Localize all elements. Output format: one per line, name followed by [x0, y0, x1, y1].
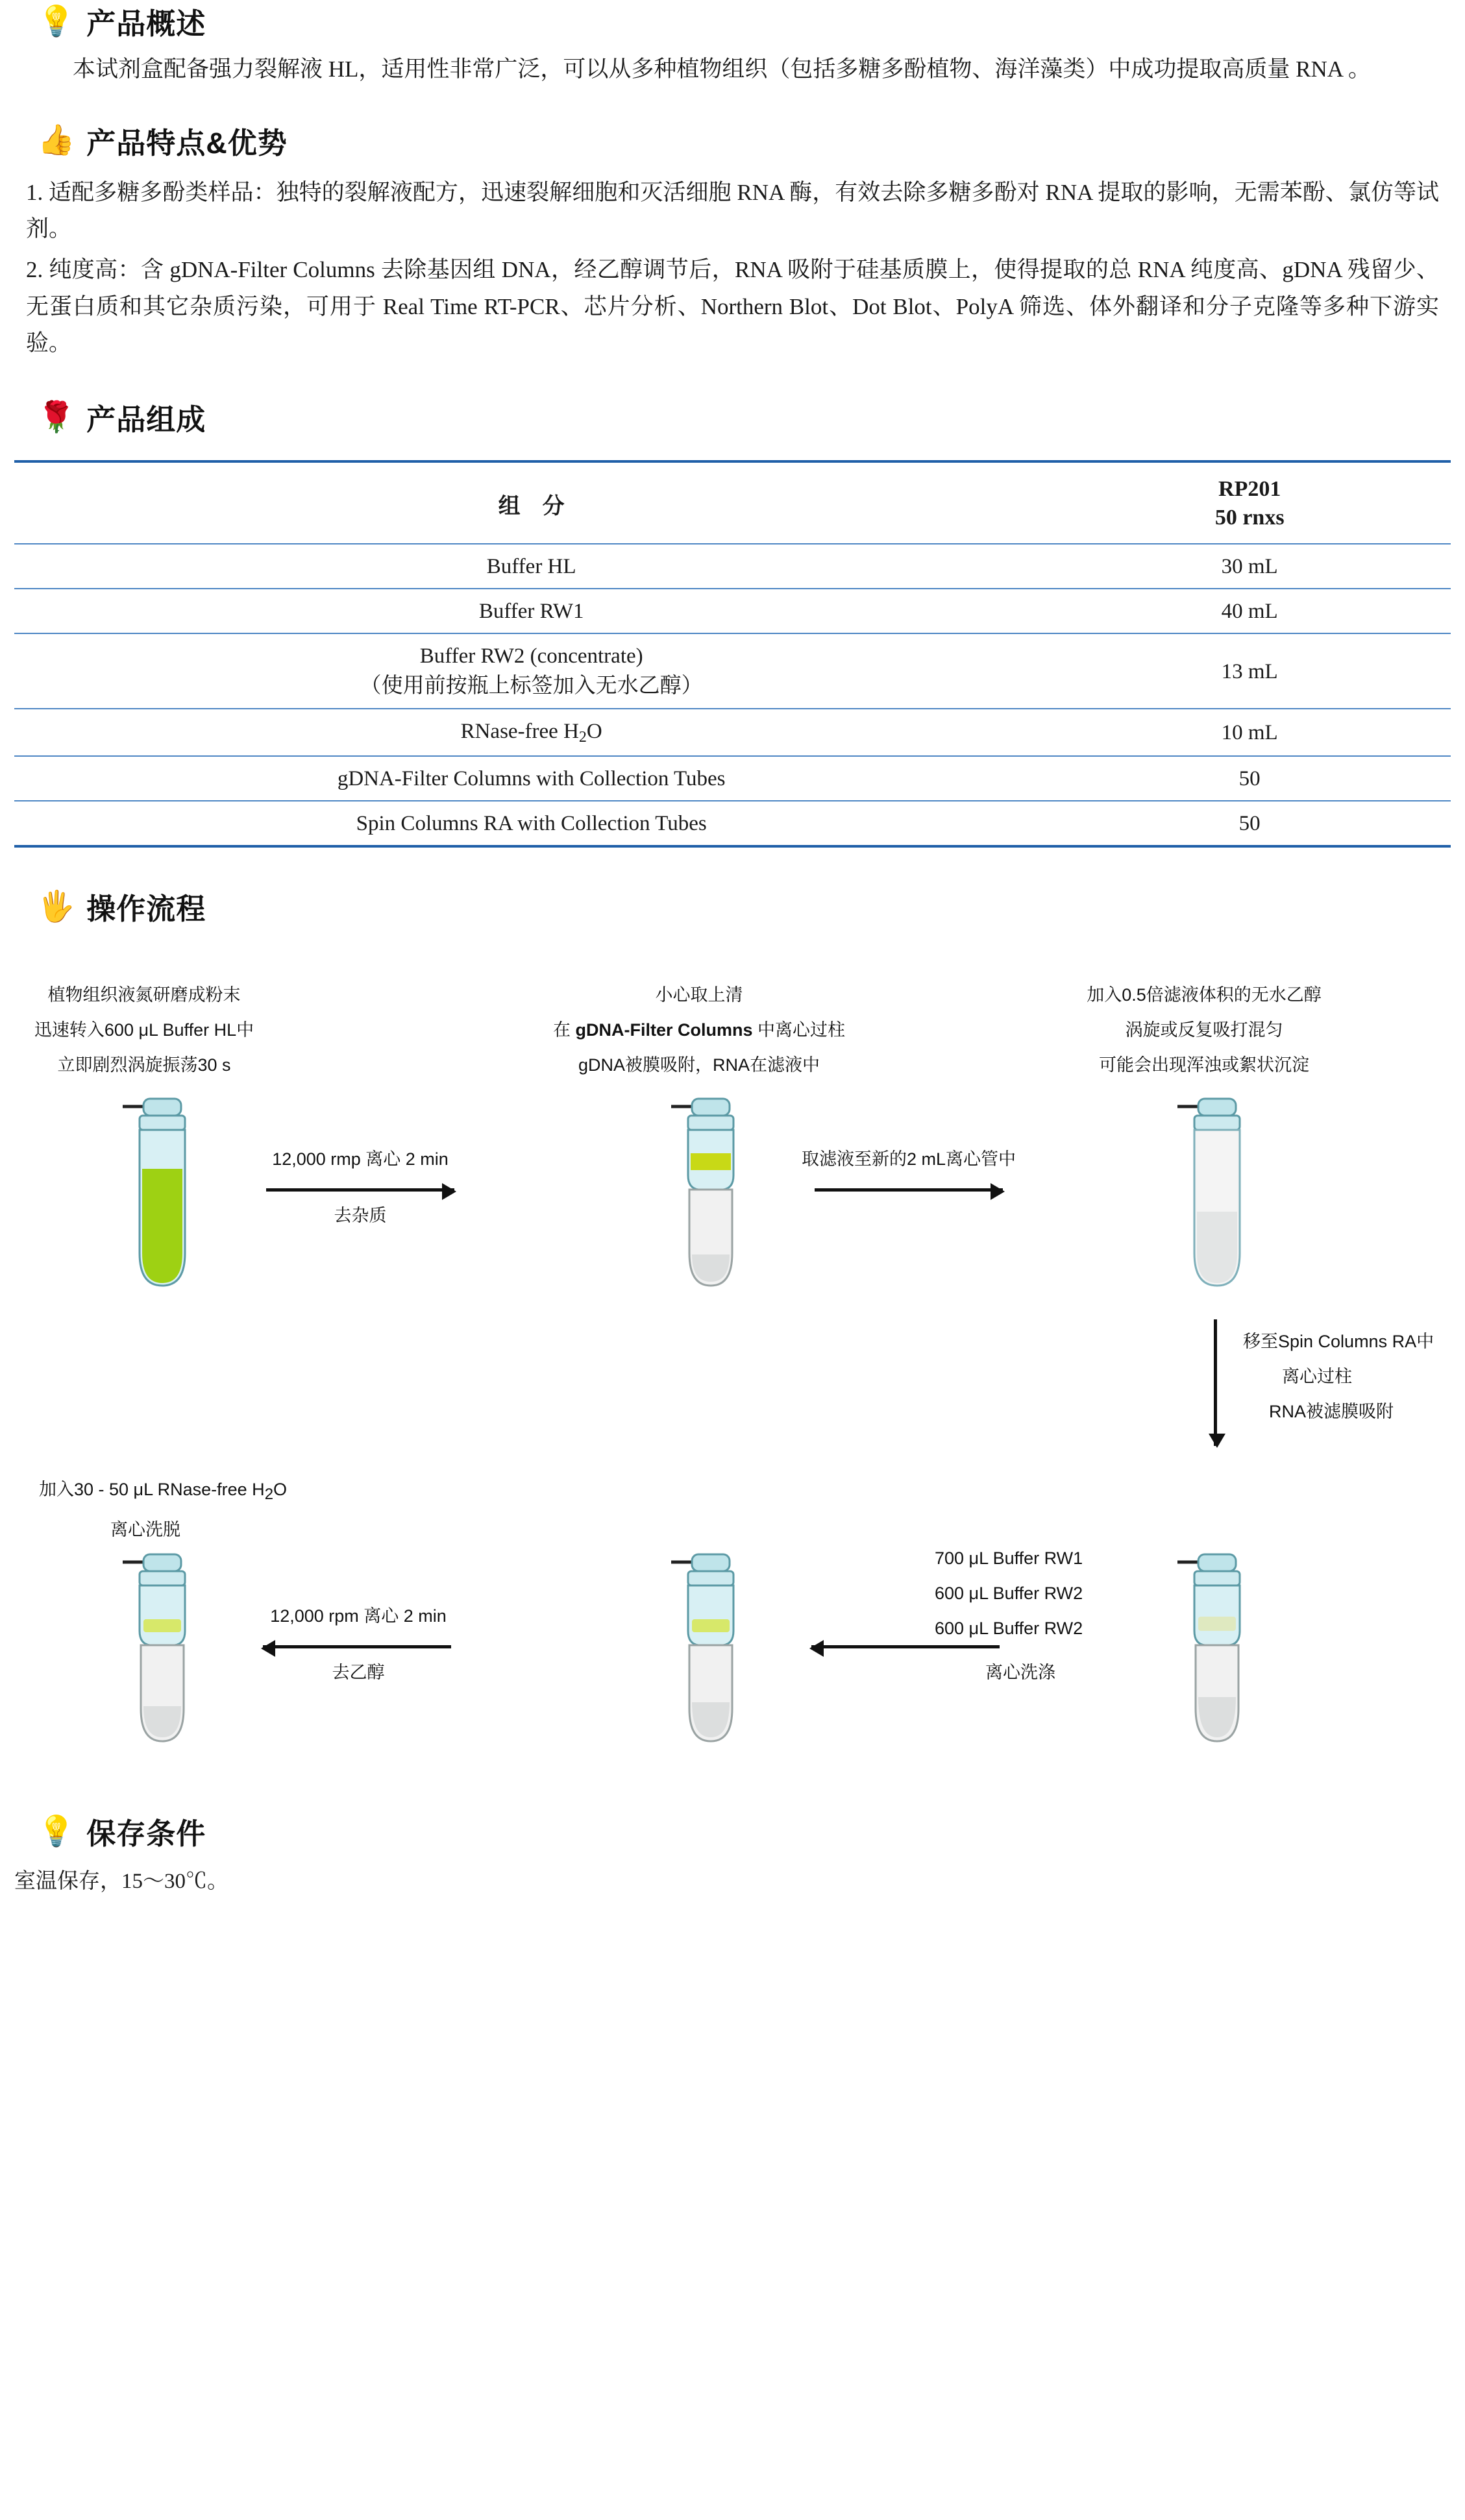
step3-line1: 加入0.5倍滤液体积的无水乙醇: [1087, 985, 1322, 1005]
component-name: RNase-free $H_2O$: [460, 720, 602, 746]
catalog-number: RP201: [1218, 477, 1281, 502]
component-amount: 10 mL: [1221, 721, 1278, 745]
component-name: Buffer HL: [486, 555, 576, 579]
section-heading-features: [38, 119, 1465, 162]
workflow-diagram-bottom: [0, 1469, 1465, 1748]
tube-illustration-eluate: [114, 1547, 186, 1764]
arrow1-label-line1: 12,000 rmp 离心 2 min: [272, 1149, 449, 1169]
arrow3-label-line2: 离心过柱: [1282, 1367, 1352, 1387]
tube-illustration-lysate: [114, 1091, 186, 1308]
component-name: Buffer RW1: [478, 600, 584, 624]
table-header-component: 组 分: [498, 494, 565, 519]
feature-item-2: 2. 纯度高：含 gDNA-Filter Columns 去除基因组 DNA，经乙醇调节后，RNA 吸附于硅基质膜上，使得提取的总 RNA 纯度高、gDNA 残留少、无蛋白质和其它杂质污染，可用于 Real Time RT-PCR、芯片分析、Northern Blot、Dot Blot、PolyA 筛选、体外翻译和分子克隆等多种下游实验。: [26, 257, 1439, 356]
section-title-storage: 保存条件: [86, 1817, 206, 1851]
table-row: [14, 589, 1451, 633]
component-amount: 50: [1238, 767, 1261, 791]
wash-label-rw1: 700 μL Buffer RW1: [935, 1548, 1083, 1569]
step2-line2: [553, 1017, 845, 1044]
step1-line1: 植物组织液氮研磨成粉末: [47, 985, 241, 1005]
composition-table-wrapper: [14, 460, 1451, 848]
arrow-step2-to-step3: [815, 1188, 1003, 1192]
lightbulb-icon: 💡: [38, 4, 75, 38]
arrow5-label: 离心洗涤: [985, 1663, 1055, 1683]
table-header-catalog: [1048, 461, 1451, 544]
feature-item-1: 1. 适配多糖多酚类样品：独特的裂解液配方，迅速裂解细胞和灭活细胞 RNA 酶，有效去除多糖多酚对 RNA 提取的影响，无需苯酚、氯仿等试剂。: [26, 179, 1439, 242]
step2-line2-bold: gDNA-Filter Columns: [575, 1020, 753, 1040]
hand-icon: 🖐: [38, 889, 75, 923]
tube-illustration-ethanol: [1168, 1091, 1241, 1308]
table-row: [14, 633, 1451, 709]
table-row: [14, 756, 1451, 801]
section-title-workflow: 操作流程: [86, 892, 206, 926]
table-header-row: [14, 461, 1451, 544]
component-name: Spin Columns RA with Collection Tubes: [356, 812, 707, 836]
section-heading-workflow: [38, 885, 1465, 927]
wash-label-rw2-a: 600 μL Buffer RW2: [935, 1584, 1083, 1604]
section-title-composition: 产品组成: [86, 403, 206, 437]
subscript-2: 2: [264, 1486, 274, 1504]
step3-line2: 涡旋或反复吸打混匀: [1125, 1020, 1283, 1040]
section-heading-composition: [38, 396, 1465, 438]
arrow-step6-to-step5: [811, 1645, 1000, 1648]
step3-line3: 可能会出现浑浊或絮状沉淀: [1099, 1055, 1309, 1075]
tube-illustration-wash: [662, 1547, 735, 1764]
table-row: [14, 709, 1451, 756]
arrow3-label-line1: 移至Spin Columns RA中: [1243, 1332, 1434, 1352]
step2-line2-a: 在: [552, 1020, 576, 1040]
arrow4-label-line2: 去乙醇: [332, 1663, 385, 1683]
arrow3-label-line3: RNA被滤膜吸附: [1269, 1402, 1394, 1422]
workflow-diagram-top: [0, 949, 1465, 1469]
arrow2-label: 取滤液至新的2 mL离心管中: [801, 1149, 1016, 1169]
storage-paragraph: 室温保存，15～30℃。: [14, 1870, 228, 1894]
step4-line1: 加入30 - 50 μL RNase-free H2O: [39, 1480, 288, 1504]
step2-line2-c: 中离心过柱: [752, 1020, 846, 1040]
step1-line2: 迅速转入600 μL Buffer HL中: [34, 1020, 254, 1040]
section-title-overview: 产品概述: [86, 7, 206, 40]
step2-line3: gDNA被膜吸附，RNA在滤液中: [578, 1055, 820, 1075]
component-name-line1: Buffer RW2 (concentrate): [419, 644, 643, 668]
arrow1-label-line2: 去杂质: [334, 1206, 387, 1226]
component-amount: 50: [1238, 812, 1261, 836]
tube-illustration-gdna-filter: [662, 1091, 735, 1308]
tube-illustration-spin-column: [1168, 1547, 1241, 1764]
step4-line2: 离心洗脱: [110, 1520, 180, 1540]
wash-label-rw2-b: 600 μL Buffer RW2: [935, 1619, 1083, 1639]
table-row: [14, 801, 1451, 846]
component-name-line2: （使用前按瓶上标签加入无水乙醇）: [360, 674, 703, 698]
component-amount: 40 mL: [1221, 600, 1278, 624]
arrow-step3-to-step4: [1214, 1319, 1217, 1446]
arrow4-label-line1: 12,000 rpm 离心 2 min: [270, 1606, 447, 1626]
thumbs-up-icon: 👍: [38, 123, 75, 157]
reaction-count: 50 rnxs: [1214, 506, 1285, 530]
table-row: [14, 544, 1451, 589]
component-amount: 13 mL: [1221, 659, 1278, 683]
arrow-step5-to-step4: [263, 1645, 451, 1648]
arrow-step1-to-step2: [266, 1188, 454, 1192]
rose-icon: 🌹: [38, 400, 75, 434]
overview-paragraph: 本试剂盒配备强力裂解液 HL，适用性非常广泛，可以从多种植物组织（包括多糖多酚植物、海洋藻类）中成功提取高质量 RNA 。: [73, 56, 1371, 82]
section-heading-overview: [38, 0, 1465, 42]
step1-line3: 立即剧烈涡旋振荡30 s: [57, 1055, 231, 1075]
subscript-2: 2: [578, 729, 587, 746]
component-name: gDNA-Filter Columns with Collection Tubes: [337, 767, 726, 791]
section-title-features: 产品特点&优势: [86, 126, 288, 160]
step2-line1: 小心取上清: [655, 985, 743, 1005]
lightbulb-icon: 💡: [38, 1814, 75, 1848]
component-name: [14, 633, 1048, 709]
composition-table: [14, 460, 1451, 848]
component-amount: 30 mL: [1221, 555, 1278, 579]
section-heading-storage: [38, 1810, 1465, 1852]
